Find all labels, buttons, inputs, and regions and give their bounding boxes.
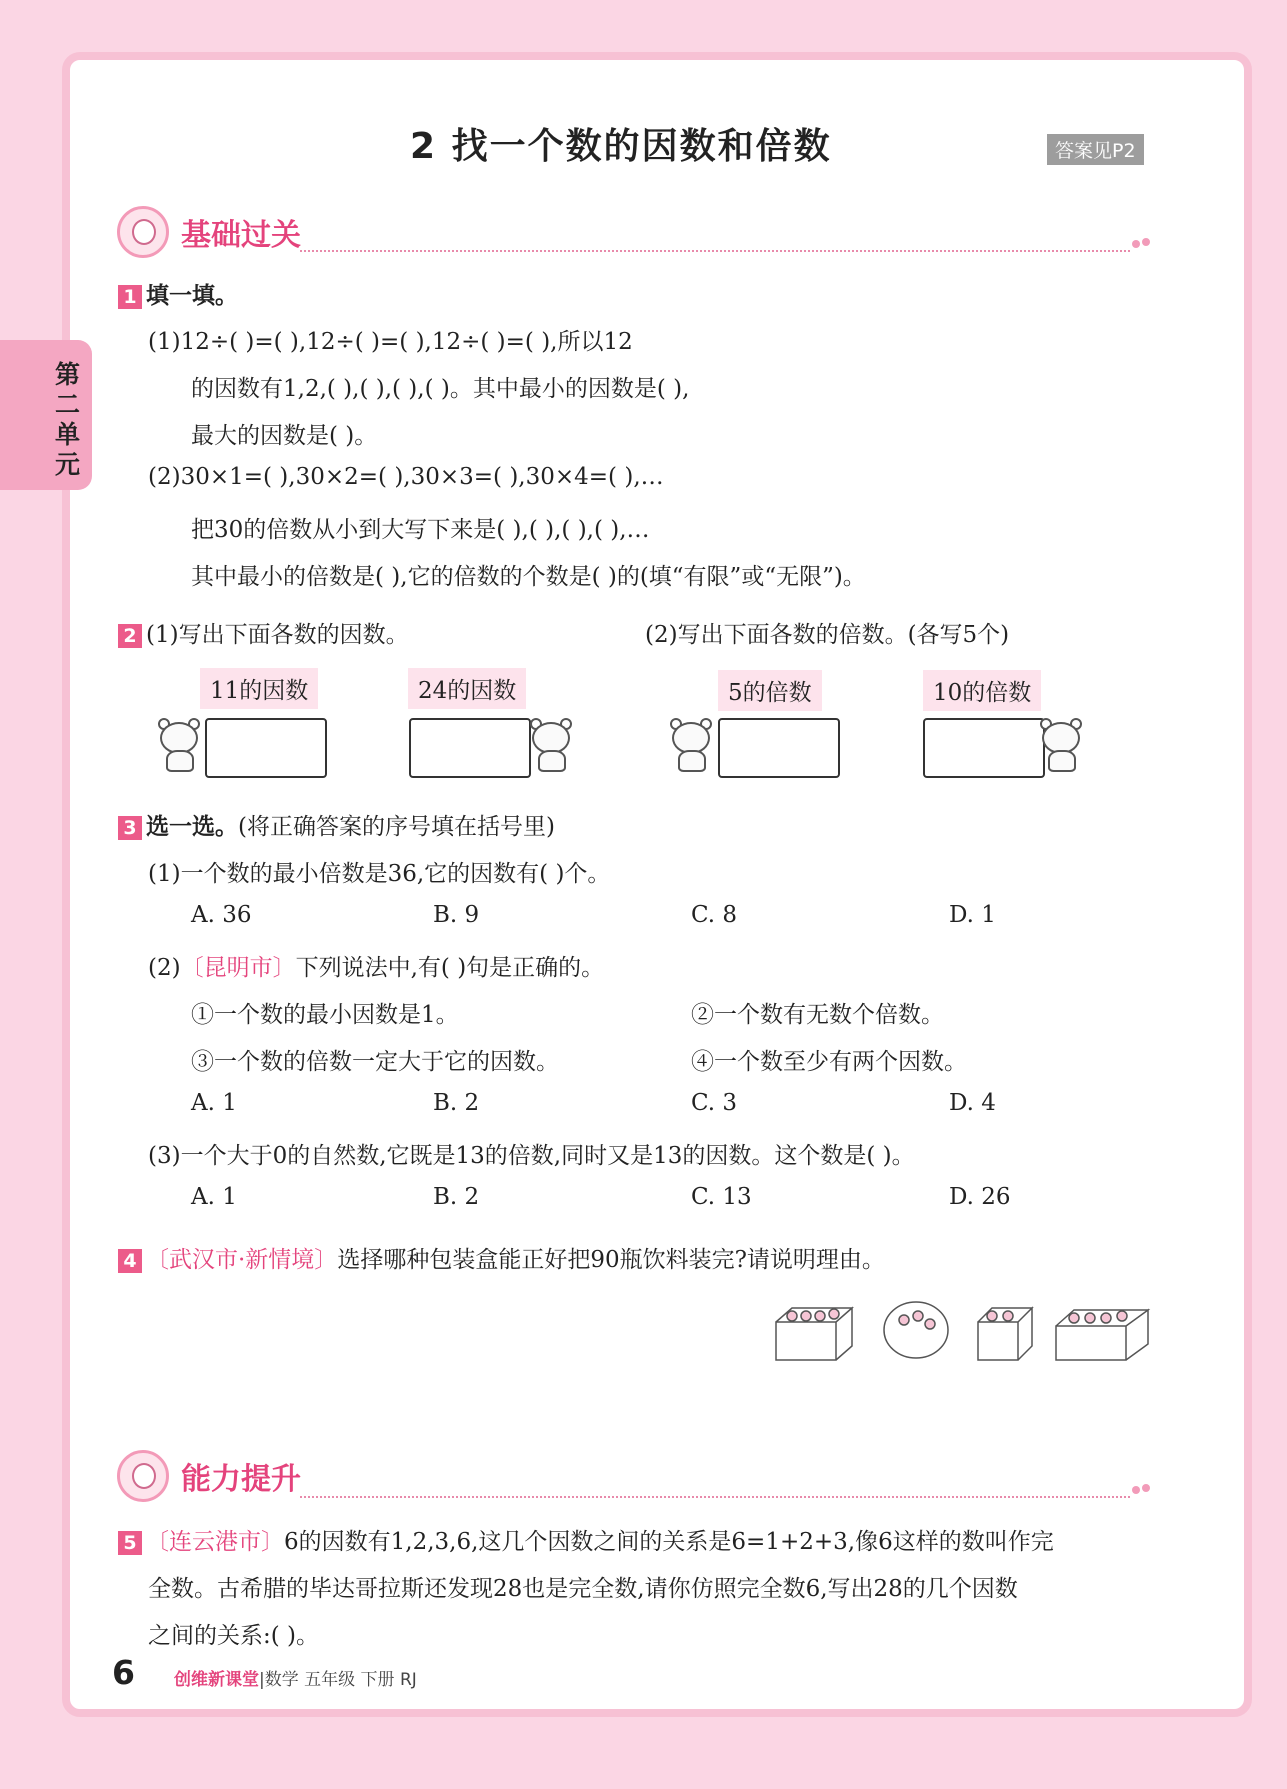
decor-dots-icon (1132, 1484, 1154, 1496)
option: C. 3 (691, 1090, 738, 1116)
footer-info (174, 1665, 417, 1690)
question-number: 3 (118, 816, 142, 840)
q2-part2-text: (2)写出下面各数的倍数。(各写5个) (645, 622, 1010, 648)
option: D. 4 (949, 1090, 996, 1116)
region-tag: 〔连云港市〕 (146, 1529, 284, 1555)
question-title: 填一填。 (146, 283, 238, 309)
q3-part2-text (148, 949, 604, 982)
answer-box-multiples-10[interactable] (923, 718, 1045, 778)
q1-line: (1)12÷( )=( ),12÷( )=( ),12÷( )=( ),所以12 (148, 329, 633, 355)
tiger-icon (156, 718, 204, 772)
question-3-heading (118, 808, 555, 841)
question-number: 2 (118, 624, 142, 648)
q1-line: (2)30×1=( ),30×2=( ),30×3=( ),30×4=( ),… (148, 464, 664, 490)
q3-part3-text: (3)一个大于0的自然数,它既是13的倍数,同时又是13的因数。这个数是( )。 (148, 1143, 915, 1169)
q2-part1-text: (1)写出下面各数的因数。 (146, 622, 409, 648)
option: B. 2 (433, 1090, 480, 1116)
option: D. 26 (949, 1184, 1011, 1210)
option: C. 8 (691, 902, 738, 928)
question-text: 6的因数有1,2,3,6,这几个因数之间的关系是6=1+2+3,像6这样的数叫作完 (284, 1529, 1054, 1555)
mouse-icon (1038, 718, 1086, 772)
statement: ③一个数的倍数一定大于它的因数。 (191, 1049, 559, 1075)
packaging-boxes-illustration (770, 1290, 1156, 1366)
section-divider (300, 250, 1130, 252)
q1-line: 的因数有1,2,( ),( ),( ),( )。其中最小的因数是( ), (191, 376, 690, 402)
q1-line: 把30的倍数从小到大写下来是( ),( ),( ),( ),… (191, 517, 650, 543)
footer-details: |数学 五年级 下册 RJ (259, 1670, 417, 1690)
unit-side-tab-label: 第二单元 (55, 360, 81, 479)
answer-box-factors-11[interactable] (205, 718, 327, 778)
decor-dots-icon (1132, 238, 1154, 250)
option: A. 1 (191, 1184, 237, 1210)
question-1-heading (118, 277, 238, 310)
section-advanced-title: 能力提升 (181, 1462, 301, 1497)
statement: ①一个数的最小因数是1。 (191, 1002, 459, 1028)
page-number: 6 (112, 1653, 135, 1692)
question-text: 选择哪种包装盒能正好把90瓶饮料装完?请说明理由。 (337, 1247, 885, 1273)
footer-brand: 创维新课堂 (174, 1670, 259, 1690)
q1-line: 其中最小的倍数是( ),它的倍数的个数是( )的(填“有限”或“无限”)。 (191, 564, 866, 590)
squirrel-icon (668, 718, 716, 772)
answer-box-multiples-5[interactable] (718, 718, 840, 778)
section-basic-title: 基础过关 (181, 218, 301, 253)
q1-line: 最大的因数是( )。 (191, 423, 378, 449)
section-divider (300, 1496, 1130, 1498)
question-title: 选一选。 (146, 814, 238, 840)
factor-label: 11的因数 (200, 668, 318, 709)
question-number: 4 (118, 1249, 142, 1273)
mascot-icon (117, 1450, 169, 1502)
option: C. 13 (691, 1184, 752, 1210)
option: A. 1 (191, 1090, 237, 1116)
question-5-line-3: 之间的关系:( )。 (148, 1623, 320, 1649)
option: B. 2 (433, 1184, 480, 1210)
box-b-icon (884, 1302, 948, 1358)
option: B. 9 (433, 902, 480, 928)
option: A. 36 (191, 902, 252, 928)
question-number: 5 (118, 1531, 142, 1555)
part-text: 下列说法中,有( )句是正确的。 (295, 955, 605, 981)
page-title: 2 找一个数的因数和倍数 (410, 126, 832, 167)
mascot-icon (117, 206, 169, 258)
answer-reference-badge: 答案见P2 (1047, 134, 1144, 165)
statement: ②一个数有无数个倍数。 (691, 1002, 944, 1028)
part-number: (2) (148, 955, 181, 981)
question-5-line-1 (118, 1523, 1054, 1556)
question-5-line-2: 全数。古希腊的毕达哥拉斯还发现28也是完全数,请你仿照完全数6,写出28的几个因数 (148, 1576, 1018, 1602)
question-number: 1 (118, 285, 142, 309)
answer-box-factors-24[interactable] (409, 718, 531, 778)
option: D. 1 (949, 902, 996, 928)
question-subtitle: (将正确答案的序号填在括号里) (238, 814, 555, 840)
multiple-label: 10的倍数 (923, 670, 1041, 711)
multiple-label: 5的倍数 (718, 670, 822, 711)
region-tag: 〔武汉市·新情境〕 (146, 1247, 338, 1273)
question-2-heading (118, 616, 409, 649)
question-4-heading (118, 1241, 885, 1274)
q3-part1-text: (1)一个数的最小倍数是36,它的因数有( )个。 (148, 861, 611, 887)
pig-icon (528, 718, 576, 772)
region-tag: 〔昆明市〕 (180, 955, 296, 981)
statement: ④一个数至少有两个因数。 (691, 1049, 967, 1075)
factor-label: 24的因数 (408, 668, 526, 709)
